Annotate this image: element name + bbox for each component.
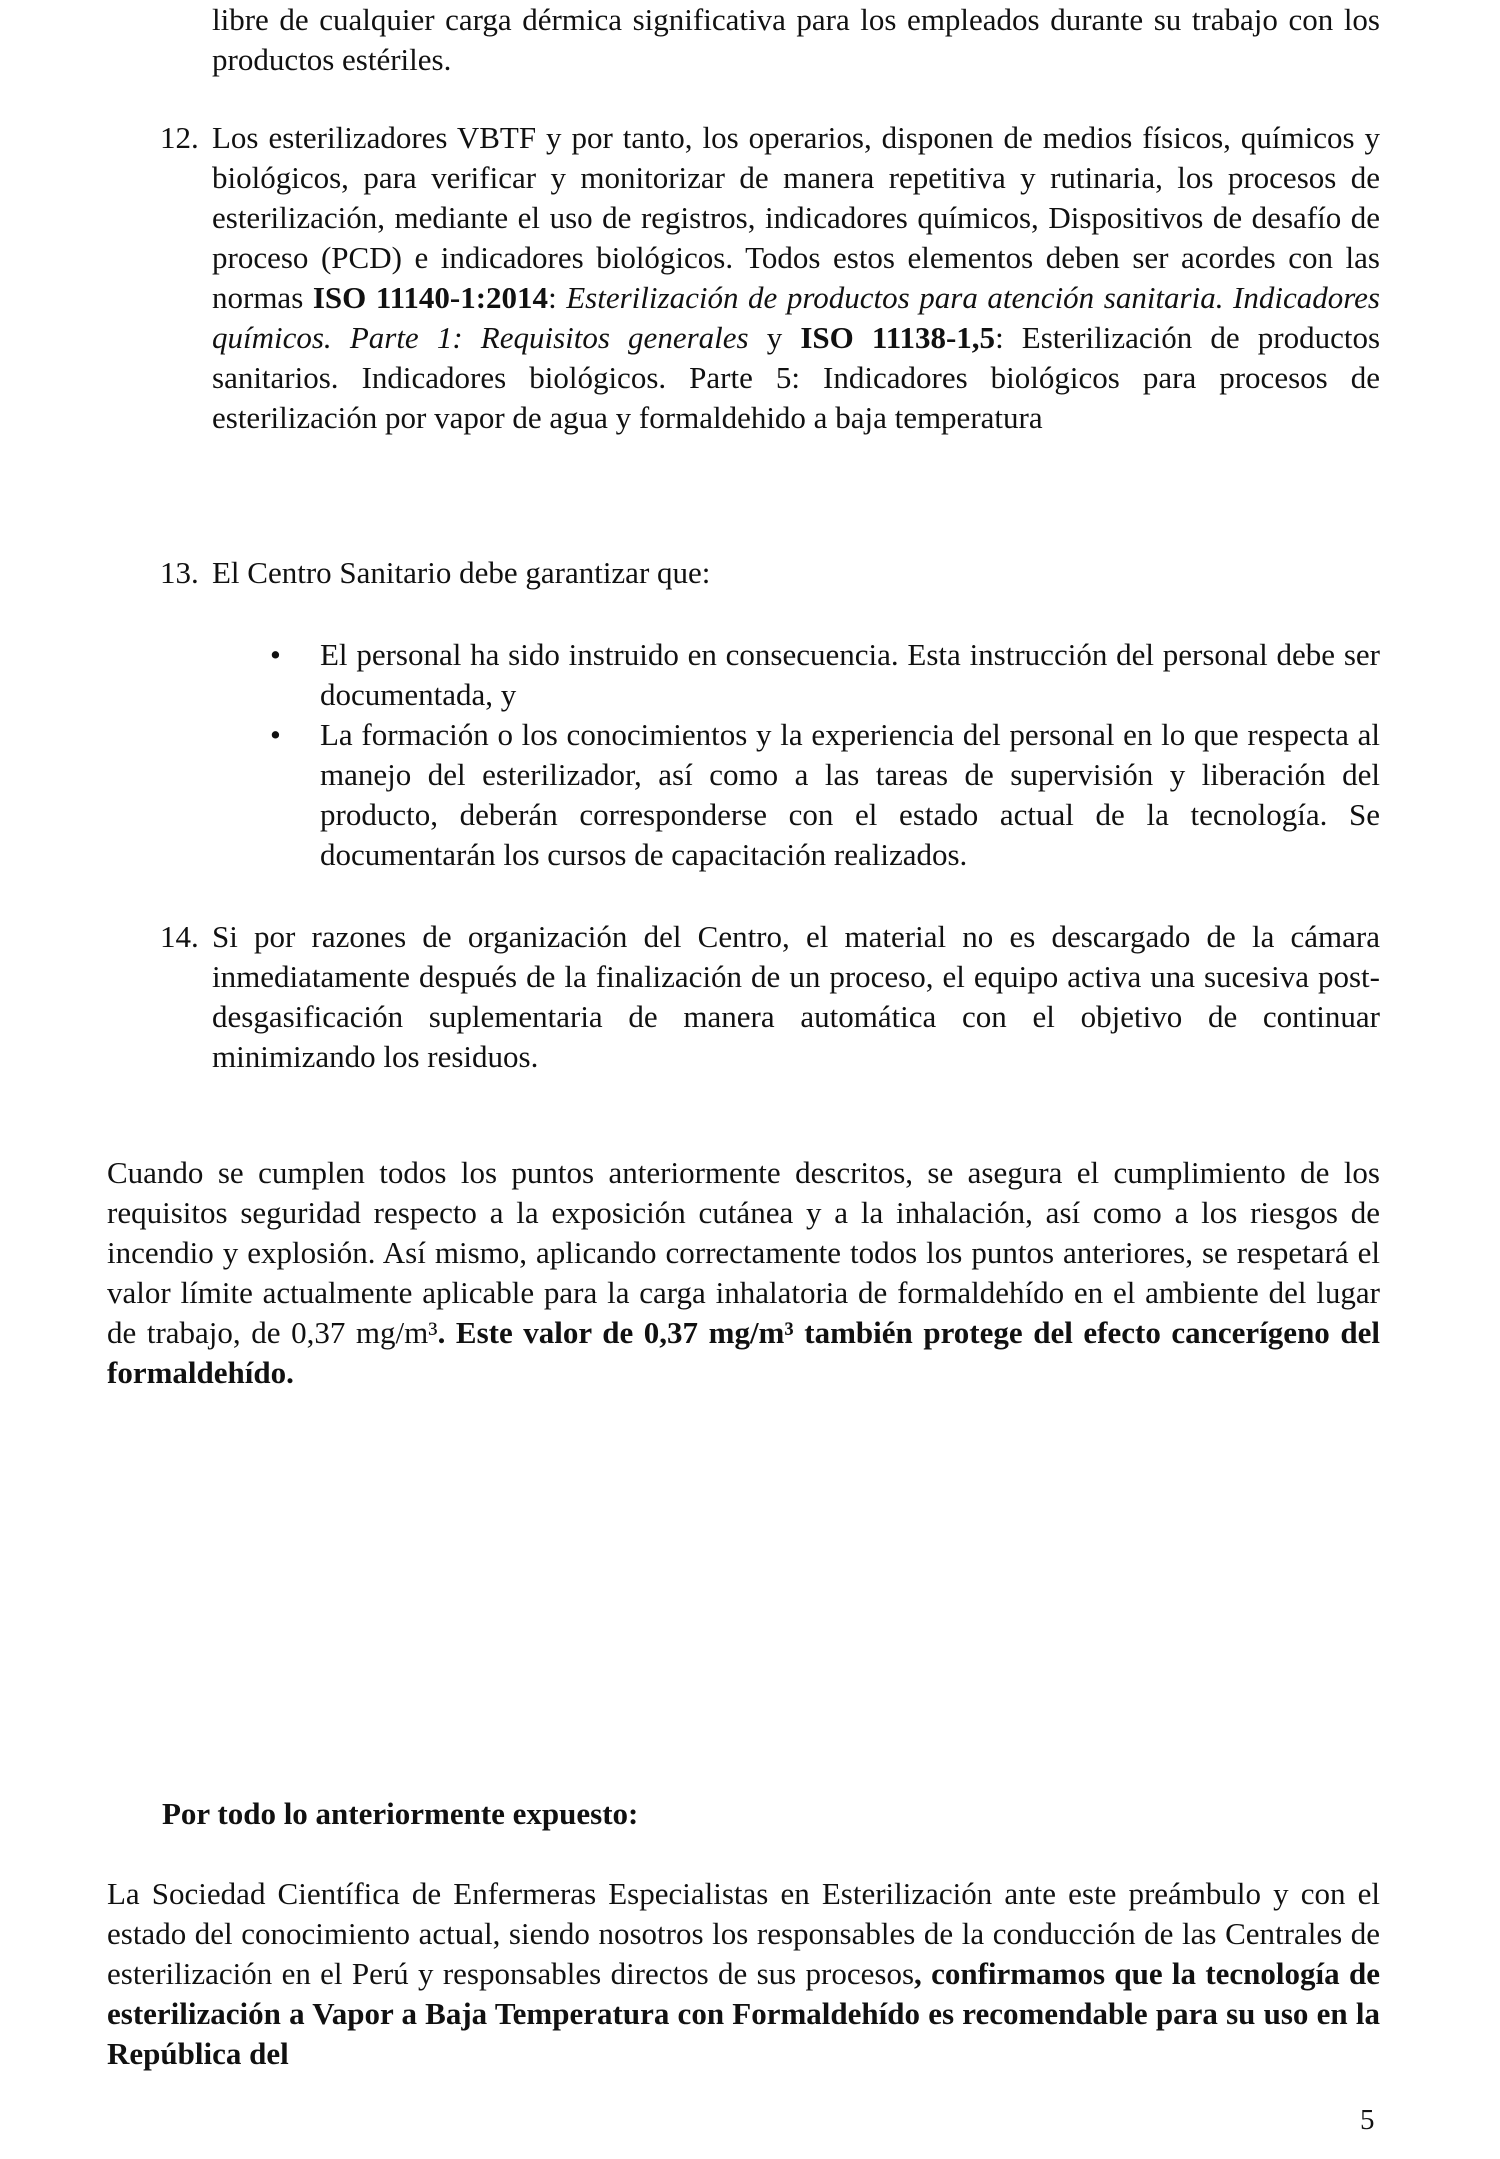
- item-13-number: 13.: [160, 555, 199, 590]
- final-text: La Sociedad Científica de Enfermeras Especialistas en Esterilización ante este preámbulo y con el estado del conocimiento actual, siendo nosotros los responsables de la conducción de las Centrales de esterilización en el Perú y responsables directos de sus procesos: [107, 1876, 1380, 1991]
- conclusion-paragraph: [107, 1153, 1380, 1393]
- bullet-marker: •: [270, 717, 281, 752]
- conclusion-text: Cuando se cumplen todos los puntos anteriormente descritos, se asegura el cumplimiento de los requisitos seguridad respecto a la exposición cutánea y a la inhalación, así como a los riesgos de incendio y explosión. Así mismo, aplicando correctamente todos los puntos anteriores, se respetará el valor límite actualmente aplicable para la carga inhalatoria de formaldehído en el ambiente del lugar de trabajo, de 0,37 mg/m³: [107, 1155, 1380, 1350]
- iso-11140-title: Esterilización de productos para atención sanitaria. Indicadores químicos. Parte 1: Requisitos generales: [212, 280, 1380, 355]
- final-bold: , confirmamos que la tecnología de esterilización a Vapor a Baja Temperatura con Formaldehído es recomendable para su uso en la República del: [107, 1956, 1380, 2071]
- item-11-text: libre de cualquier carga dérmica significativa para los empleados durante su trabajo con los productos estériles.: [212, 2, 1380, 77]
- item-13-text: El Centro Sanitario debe garantizar que:: [212, 555, 711, 590]
- conclusion-bold: . Este valor de 0,37 mg/m³ también protege del efecto cancerígeno del formaldehído.: [107, 1315, 1381, 1390]
- item-12-text-3: y: [748, 320, 801, 355]
- bullet-marker: •: [270, 637, 281, 672]
- iso-11140-reference: ISO 11140-1:2014: [312, 280, 549, 315]
- final-paragraph: [107, 1874, 1380, 2074]
- item-14-number: 14.: [160, 919, 199, 954]
- item-12-text-2: :: [548, 280, 567, 315]
- item-12-text-1: Los esterilizadores VBTF y por tanto, los operarios, disponen de medios físicos, químicos y biológicos, para verificar y monitorizar de manera repetitiva y rutinaria, los procesos de esterilización, mediante el uso de registros, indicadores químicos, Dispositivos de desafío de proceso (PCD) e indicadores biológicos. Todos estos elementos deben ser acordes con las normas: [212, 120, 1380, 315]
- item-12: [160, 118, 1381, 438]
- item-12-number: 12.: [160, 120, 199, 155]
- bullet-text-1: El personal ha sido instruido en consecuencia. Esta instrucción del personal debe ser documentada, y: [320, 637, 1380, 712]
- item-13: [160, 553, 1380, 593]
- item-12-text-4: : Esterilización de productos sanitarios. Indicadores biológicos. Parte 5: Indicadores biológicos para procesos de esterilización por vapor de agua y formaldehido a baja temperatura: [212, 320, 1381, 435]
- bullet-item-1: [270, 635, 1380, 715]
- item-14-text: Si por razones de organización del Centro, el material no es descargado de la cámara inmediatamente después de la finalización de un proceso, el equipo activa una sucesiva post-desgasificación suplementaria de manera automática con el objetivo de continuar minimizando los residuos.: [212, 919, 1380, 1074]
- page-number: 5: [1360, 2104, 1375, 2136]
- item-11-continuation: [212, 0, 1380, 80]
- section-heading: Por todo lo anteriormente expuesto:: [162, 1796, 639, 1831]
- item-14: [160, 917, 1380, 1077]
- bullet-item-2: [270, 715, 1380, 875]
- bullet-text-2: La formación o los conocimientos y la experiencia del personal en lo que respecta al manejo del esterilizador, así como a las tareas de supervisión y liberación del producto, deberán corresponderse con el estado actual de la tecnología. Se documentarán los cursos de capacitación realizados.: [320, 717, 1380, 872]
- iso-11138-reference: ISO 11138-1,5: [800, 320, 996, 355]
